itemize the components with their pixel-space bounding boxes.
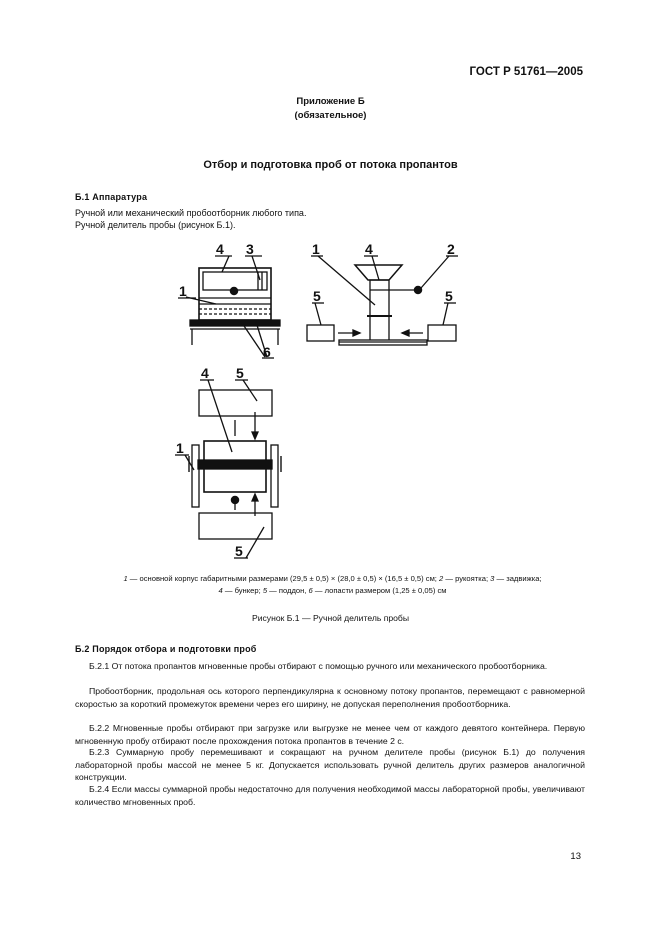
section-b2-heading: Б.2 Порядок отбора и подготовки проб	[75, 644, 257, 654]
paragraph: Б.2.2 Мгновенные пробы отбирают при загрузке или выгрузке не менее чем от каждого девятого контейнера. Первую мгновенную пробу отбирают после прохождения потока пропантов в течение 2 с.	[75, 723, 585, 746]
figure-label: 1	[176, 440, 184, 456]
paragraph: Б.2.1 От потока пропантов мгновенные пробы отбирают с помощью ручного или механического пробоотборника.	[89, 661, 548, 671]
divider-side-view	[190, 268, 280, 345]
divider-front-view	[307, 265, 456, 345]
page-title: Отбор и подготовка проб от потока пропантов	[203, 159, 458, 171]
page-number: 13	[570, 851, 581, 862]
standard-designation: ГОСТ Р 51761—2005	[469, 66, 583, 78]
divider-plan-view	[189, 390, 281, 539]
figure-label: 6	[263, 344, 271, 360]
paragraph: Б.2.3 Суммарную пробу перемешивают и сокращают на ручном делителе пробы (рисунок Б.1) до получения лабораторной пробы массой не менее 5 кг. Допускается использовать ручной делитель других размеров аналогичной конструкции.	[75, 747, 585, 782]
b1-line: Ручной или механический пробоотборник любого типа.	[75, 208, 307, 218]
annex-subtitle: (обязательное)	[294, 110, 367, 121]
figure-label: 1	[179, 283, 187, 299]
figure-label: 5	[236, 365, 244, 381]
section-b1-heading: Б.1 Аппаратура	[75, 192, 148, 202]
b1-line: Ручной делитель пробы (рисунок Б.1).	[75, 220, 236, 230]
figure-label: 4	[216, 241, 224, 257]
figure-legend-line: 1 — основной корпус габаритными размерами (29,5 ± 0,5) × (28,0 ± 0,5) × (16,5 ± 0,5) см; 2 — рукоятка; 3 — задвижка;	[123, 574, 542, 583]
figure-caption: Рисунок Б.1 — Ручной делитель пробы	[251, 613, 410, 623]
figure-label: 5	[313, 288, 321, 304]
figure-label: 1	[312, 241, 320, 257]
annex-title: Приложение Б	[296, 96, 365, 107]
paragraph: Б.2.4 Если массы суммарной пробы недостаточно для получения необходимой массы лабораторной пробы, увеличивают количество мгновенных проб.	[75, 784, 585, 807]
figure-label: 4	[365, 241, 373, 257]
figure-label: 3	[246, 241, 254, 257]
figure-label: 5	[445, 288, 453, 304]
figure-label: 2	[447, 241, 455, 257]
paragraph: Пробоотборник, продольная ось которого перпендикулярна к основному потоку пропантов, перемещают с равномерной скоростью за короткий промежуток времени через его ширину, не допуская переполнения пробоотборника.	[75, 686, 585, 709]
figure-label: 5	[235, 543, 243, 559]
figure-label: 4	[201, 365, 209, 381]
figure-legend-line: 4 — бункер; 5 — поддон, 6 — лопасти размером (1,25 ± 0,05) см	[218, 586, 447, 595]
